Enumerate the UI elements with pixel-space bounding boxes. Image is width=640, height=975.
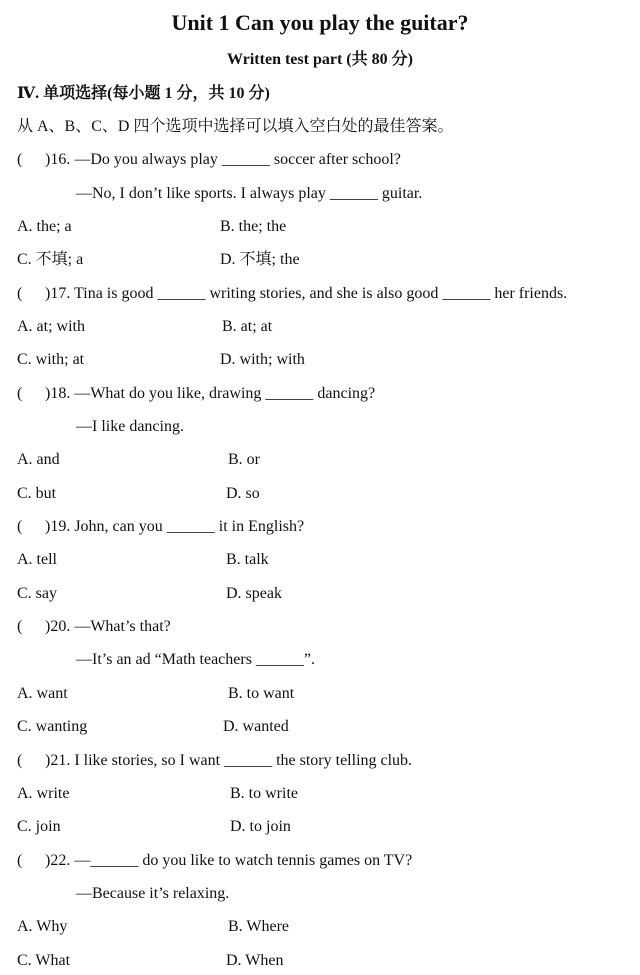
question-text: )21. I like stories, so I want ______ the story telling club. [45, 752, 413, 769]
question-20-option-d: D. wanted [223, 718, 289, 735]
question-text: )20. —What’s that? [45, 618, 171, 635]
question-22-option-d: D. When [226, 952, 284, 969]
question-16-option-a: A. the; a [17, 218, 72, 235]
question-16-reply: —No, I don’t like sports. I always play ______ guitar. [76, 185, 423, 202]
question-20-option-b: B. to want [228, 685, 295, 702]
question-17-stem [17, 284, 567, 304]
answer-paren: ( [17, 752, 23, 769]
answer-paren: ( [17, 852, 23, 869]
question-18-option-c: C. but [17, 485, 57, 502]
answer-paren: ( [17, 618, 23, 635]
question-19-option-a: A. tell [17, 551, 57, 568]
question-22-reply: —Because it’s relaxing. [76, 885, 230, 902]
question-19-option-b: B. talk [226, 551, 269, 568]
question-17-option-b: B. at; at [222, 318, 273, 335]
question-20-reply: —It’s an ad “Math teachers ______”. [76, 651, 316, 668]
question-21-option-b: B. to write [230, 785, 298, 802]
question-21-stem [17, 751, 412, 771]
question-17-option-a: A. at; with [17, 318, 85, 335]
section-instruction: 从 A、B、C、D 四个选项中选择可以填入空白处的最佳答案。 [17, 118, 454, 135]
question-19-option-c: C. say [17, 585, 57, 602]
question-text: )17. Tina is good ______ writing stories, and she is also good ______ her friends. [45, 285, 568, 302]
question-text: )22. —______ do you like to watch tennis games on TV? [45, 852, 413, 869]
question-16-option-d: D. 不填; the [220, 251, 300, 268]
question-16-stem [17, 150, 401, 170]
question-20-stem [17, 617, 171, 637]
section-heading: Ⅳ. 单项选择(每小题 1 分，共 10 分) [17, 85, 270, 102]
document-title: Unit 1 Can you play the guitar? [171, 10, 469, 35]
question-text: )19. John, can you ______ it in English? [45, 518, 305, 535]
question-18-option-a: A. and [17, 451, 60, 468]
question-22-option-c: C. What [17, 952, 71, 969]
question-17-option-c: C. with; at [17, 351, 85, 368]
question-18-option-d: D. so [226, 485, 260, 502]
question-text: )18. —What do you like, drawing ______ dancing? [45, 385, 376, 402]
question-20-option-c: C. wanting [17, 718, 88, 735]
question-17-option-d: D. with; with [220, 351, 305, 368]
answer-paren: ( [17, 151, 23, 168]
question-20-option-a: A. want [17, 685, 68, 702]
question-19-stem [17, 517, 304, 537]
answer-paren: ( [17, 385, 23, 402]
question-22-option-a: A. Why [17, 918, 68, 935]
question-text: )16. —Do you always play ______ soccer after school? [45, 151, 401, 168]
answer-paren: ( [17, 285, 23, 302]
answer-paren: ( [17, 518, 23, 535]
question-16-option-c: C. 不填; a [17, 251, 84, 268]
question-18-reply: —I like dancing. [76, 418, 184, 435]
question-16-option-b: B. the; the [220, 218, 287, 235]
question-22-option-b: B. Where [228, 918, 290, 935]
question-22-stem [17, 851, 412, 871]
question-21-option-a: A. write [17, 785, 70, 802]
question-21-option-c: C. join [17, 818, 61, 835]
question-21-option-d: D. to join [230, 818, 291, 835]
question-18-option-b: B. or [228, 451, 260, 468]
question-19-option-d: D. speak [226, 585, 282, 602]
document-subtitle: Written test part (共 80 分) [227, 51, 413, 68]
question-18-stem [17, 384, 375, 404]
